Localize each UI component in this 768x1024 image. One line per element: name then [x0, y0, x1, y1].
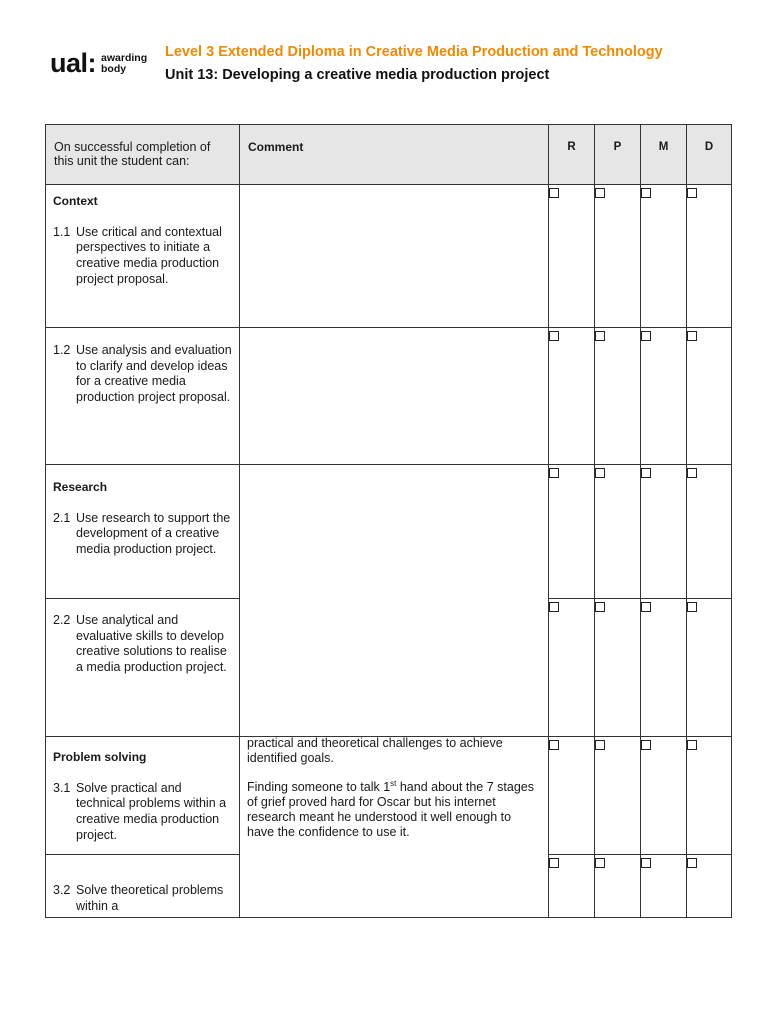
table-row [46, 185, 732, 328]
comment-cell[interactable] [240, 328, 549, 465]
header-row [46, 125, 732, 185]
criterion-text: Solve theoretical problems within a [76, 883, 224, 913]
logo-line-2: body [101, 62, 127, 75]
checkbox-r[interactable] [549, 858, 559, 868]
criteria-cell [46, 599, 240, 737]
checkbox-r[interactable] [549, 468, 559, 478]
checkbox-d[interactable] [687, 188, 697, 198]
checkbox-r[interactable] [549, 602, 559, 612]
criterion-text: Use critical and contextual perspectives to initiate a creative media production project proposal. [76, 224, 222, 286]
criterion-text: Use analytical and evaluative skills to develop creative solutions to realise a media production project. [76, 613, 227, 675]
checkbox-m[interactable] [641, 188, 651, 198]
checkbox-r[interactable] [549, 188, 559, 198]
checkbox-d[interactable] [687, 468, 697, 478]
criterion-number: 3.2 [53, 883, 71, 897]
checkbox-p[interactable] [595, 858, 605, 868]
checkbox-d[interactable] [687, 740, 697, 750]
criteria-cell [46, 328, 240, 465]
assessment-table [45, 124, 732, 918]
comment-header: Comment [240, 125, 549, 185]
table-row [46, 465, 732, 599]
checkbox-p[interactable] [595, 331, 605, 341]
unit-title: Unit 13: Developing a creative media production project [165, 67, 550, 83]
criterion-number: 1.2 [53, 343, 71, 357]
section-title-context: Context [53, 194, 98, 208]
checkbox-r[interactable] [549, 331, 559, 341]
checkbox-m[interactable] [641, 740, 651, 750]
logo-line-1: awarding [101, 51, 148, 64]
criterion-number: 1.1 [53, 224, 71, 239]
checkbox-p[interactable] [595, 740, 605, 750]
checkbox-m[interactable] [641, 602, 651, 612]
criterion-number: 2.1 [53, 510, 71, 525]
section-title-research: Research [53, 480, 108, 494]
grade-m-header: M [641, 125, 687, 185]
comment-cell[interactable] [240, 465, 549, 737]
comment-cell[interactable] [240, 737, 549, 918]
ual-logo [50, 50, 147, 77]
comment-text [240, 736, 548, 840]
criterion-number: 2.2 [53, 613, 71, 627]
checkbox-r[interactable] [549, 740, 559, 750]
table-row [46, 737, 732, 855]
criteria-cell [46, 465, 240, 599]
logo-mark: ual: [50, 48, 97, 78]
checkbox-d[interactable] [687, 331, 697, 341]
table-row [46, 328, 732, 465]
grade-d-header: D [687, 125, 732, 185]
document-title: Level 3 Extended Diploma in Creative Media Production and Technology [165, 44, 663, 60]
checkbox-d[interactable] [687, 858, 697, 868]
comment-cell[interactable] [240, 185, 549, 328]
criterion-text: Use research to support the development of a creative media production project. [76, 510, 231, 557]
checkbox-m[interactable] [641, 468, 651, 478]
grade-r-header: R [549, 125, 595, 185]
criteria-cell [46, 185, 240, 328]
criterion-number: 3.1 [53, 780, 71, 795]
criteria-header: On successful completion of this unit the student can: [46, 125, 240, 185]
logo-subtitle [101, 53, 147, 75]
checkbox-m[interactable] [641, 858, 651, 868]
checkbox-m[interactable] [641, 331, 651, 341]
comment-paragraph-2: Finding someone to talk 1st hand about the 7 stages of grief proved hard for Oscar but his internet research meant he understood it well enough to have the confidence to use it. [247, 778, 534, 839]
checkbox-p[interactable] [595, 188, 605, 198]
comment-paragraph-1: practical and theoretical challenges to achieve identified goals. [247, 736, 503, 765]
checkbox-p[interactable] [595, 468, 605, 478]
grade-p-header: P [595, 125, 641, 185]
criterion-text: Use analysis and evaluation to clarify and develop ideas for a creative media production project proposal. [76, 343, 232, 405]
criteria-cell [46, 737, 240, 855]
checkbox-p[interactable] [595, 602, 605, 612]
criterion-text: Solve practical and technical problems within a creative media production project. [76, 780, 227, 842]
checkbox-d[interactable] [687, 602, 697, 612]
section-title-problem-solving: Problem solving [53, 750, 147, 764]
criteria-cell [46, 855, 240, 918]
